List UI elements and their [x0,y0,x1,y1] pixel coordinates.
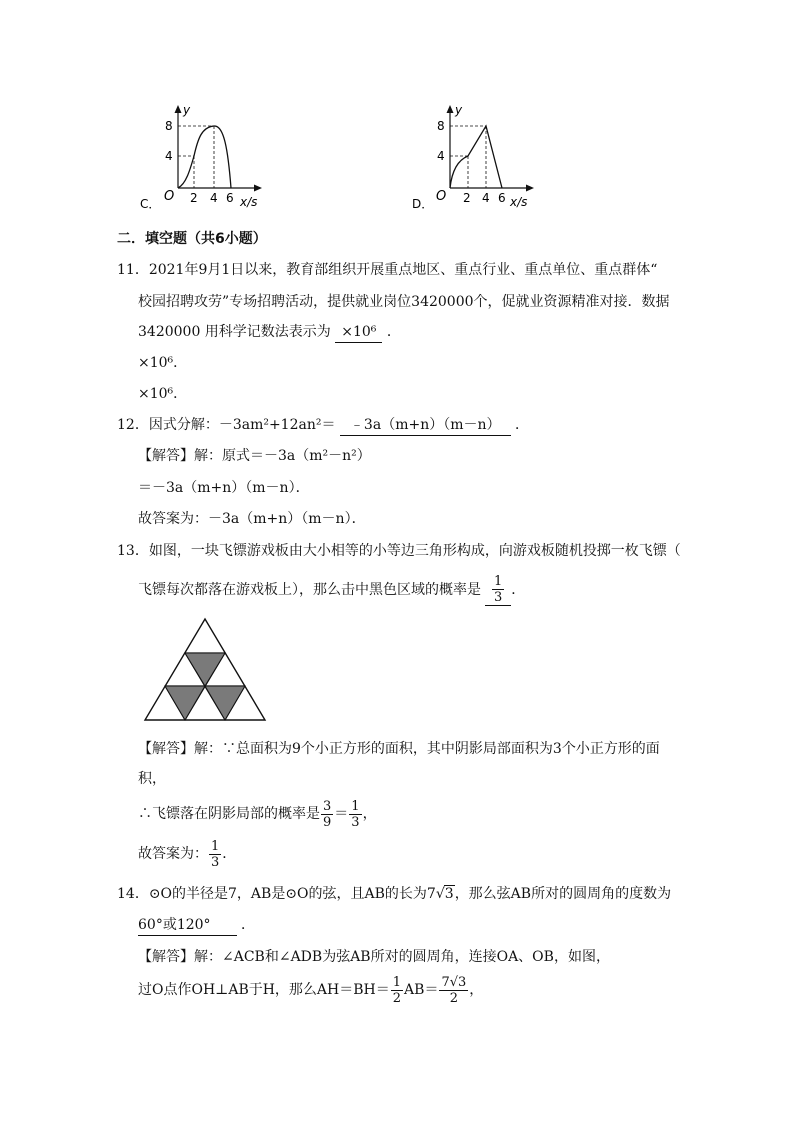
graph-d-x-tick-2: 2 [463,191,471,205]
q13-frac2-den: 3 [351,814,360,830]
q14-half-num: 1 [392,974,402,990]
q14-sol2-prefix: 过O点作OH⊥AB于H，那么AH＝BH＝ [138,982,390,998]
q13-frac1-den: 9 [323,814,332,830]
q11-extra2: ×10⁶． [138,386,188,402]
q11-line3-prefix: 3420000 用科学记数法表示为 [138,324,331,340]
q13-frac3-den: 3 [211,854,220,870]
section-title: 二．填空题（共6小题） [117,231,267,247]
q12-answer: ﹣3a（m+n）（m－n） [340,415,511,436]
graph-c [140,100,270,210]
q13-period: ． [511,582,526,598]
q14-ah-num: 7√3 [441,974,467,990]
graph-d-option-label: D． [412,197,434,210]
q14-half-fraction [391,975,403,1006]
q12-sol3: 故答案为：－3a（m+n）（m－n）． [138,511,366,527]
graph-c-y-tick-8: 8 [165,119,173,133]
q14-line1-a: 14．⊙O的半径是7，AB是⊙O的弦，且AB的长为7 [117,886,436,902]
q11-line3-suffix: ． [386,324,401,340]
q13-sol1: 【解答】解：∵总面积为9个小正方形的面积，其中阴影局部面积为3个小正方形的面 [138,741,660,757]
q14-line2 [138,915,255,936]
q11-line2: 校园招聘攻劳”专场招聘活动，提供就业岗位3420000个，促就业资源精准对接．数据 [138,294,670,310]
q14-ah-den: 2 [449,990,458,1006]
q14-half-den: 2 [392,990,402,1006]
graph-d-x-tick-4: 4 [482,191,490,205]
q13-answer-num: 1 [494,574,503,589]
q13-final-fraction [209,839,221,870]
q13-sol4 [138,834,236,874]
q12-prefix: 12．因式分解：－3am²+12an²＝ [117,417,336,433]
graph-d-y-tick-8: 8 [437,119,445,133]
q12-line1 [117,415,529,436]
q12-sol1: 【解答】解：原式＝－3a（m²－n²） [138,448,371,464]
q13-sol2: 积， [138,771,166,787]
q11-line3 [138,322,401,343]
q13-frac1-num: 3 [323,798,332,814]
q13-line2-text: 飞镖每次都落在游戏板上），那么击中黑色区域的概率是 [138,582,481,598]
q13-sol3-prefix: ∴飞镖落在阴影局部的概率是 [138,806,320,822]
graph-c-option-label: C． [140,197,161,210]
q13-comma: ， [362,806,377,822]
graph-c-origin: O [164,189,175,204]
q14-answer: 60°或120° [138,915,237,936]
graph-c-y-tick-4: 4 [165,149,173,163]
graph-d-y-tick-4: 4 [437,149,445,163]
q13-sol4-period: ． [222,846,237,862]
q14-sol2-suffix: ， [469,982,484,998]
q14-sol1: 【解答】解：∠ACB和∠ADB为弦AB所对的圆周角，连接OA、OB，如图， [138,949,610,965]
q14-sqrt-value: 3 [444,886,454,902]
q13-sol4-prefix: 故答案为： [138,846,208,862]
q11-extra1: ×10⁶． [138,355,188,371]
graph-c-x-label: x/s [240,195,258,209]
dart-board-figure [140,614,270,724]
q13-sol3 [138,794,377,834]
q14-sol2-mid: AB＝ [404,982,439,998]
q13-answer-den: 3 [494,590,503,605]
q13-line2 [138,570,525,610]
q14-sol2 [138,970,483,1010]
q14-line1 [117,884,671,904]
q11-answer: ×10⁶ [335,322,382,343]
q11-line1: 11．2021年9月1日以来，教育部组织开展重点地区、重点行业、重点单位、重点群体“ [117,262,658,278]
q13-frac2-num: 1 [351,798,360,814]
q13-line1: 13．如图，一块飞镖游戏板由大小相等的小等边三角形构成，向游戏板随机投掷一枚飞镖（ [117,543,681,559]
shaded-triangle-top [185,653,225,686]
sqrt-symbol: √ [435,886,445,902]
graph-c-x-tick-6: 6 [226,191,234,205]
q13-frac-3-9 [321,799,333,830]
graph-c-x-tick-2: 2 [190,191,198,205]
q14-line1-b: ，那么弦AB所对的圆周角的度数为 [454,886,672,902]
q14-ah-fraction [439,975,468,1006]
shaded-triangle-right [205,686,245,720]
graph-d-origin: O [436,189,447,204]
shaded-triangle-left [165,686,205,720]
q12-sol2: ＝－3a（m+n）（m－n）． [138,480,310,496]
graph-d-y-label: y [455,103,463,117]
q13-answer [485,574,511,606]
q13-answer-fraction [492,574,504,605]
q13-equals: ＝ [334,806,349,822]
graph-d [412,100,542,210]
q13-frac3-num: 1 [211,838,220,854]
graph-d-x-tick-6: 6 [498,191,506,205]
q12-suffix: ． [514,417,529,433]
graph-c-y-label: y [183,103,191,117]
graph-d-x-label: x/s [510,195,528,209]
graph-c-x-tick-4: 4 [210,191,218,205]
q13-frac-1-3 [349,799,361,830]
q14-line2-suffix: ． [241,917,255,933]
